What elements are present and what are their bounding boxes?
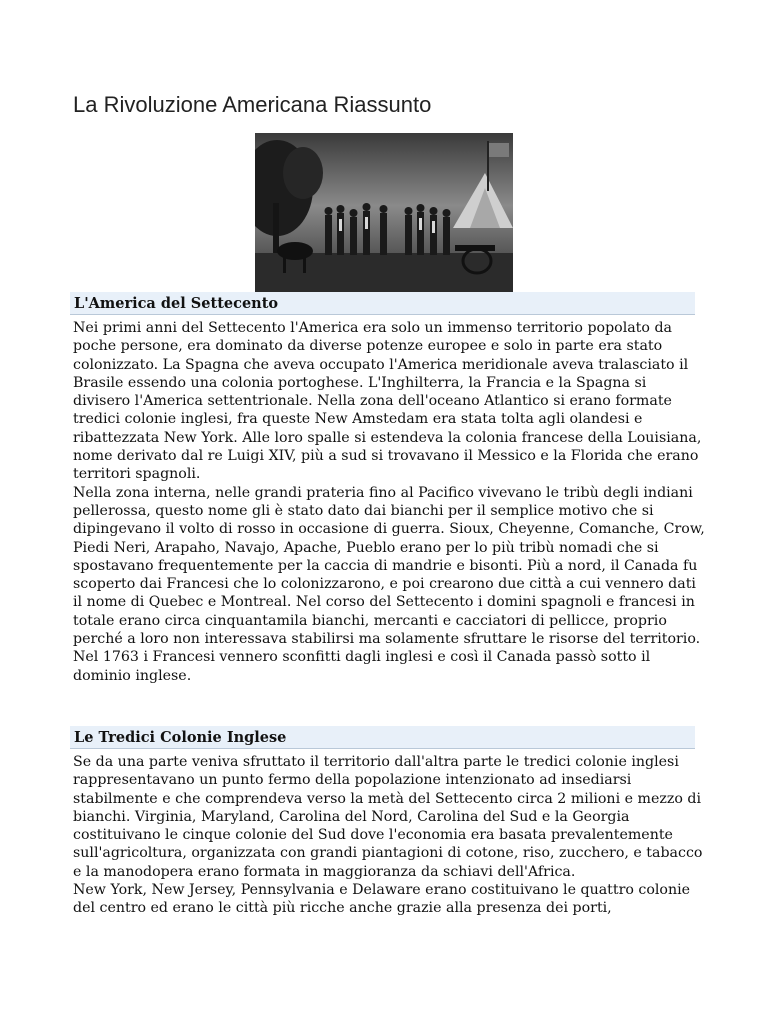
paragraph: New York, New Jersey, Pennsylvania e Delaware erano costituivano le quattro colonie del centro ed erano le città più ricche anche grazie alla presenza dei porti, (73, 882, 691, 917)
paragraph: Nei primi anni del Settecento l'America era solo un immenso territorio popolato da poche persone, era dominato da diverse potenze europee e solo in parte era stato colonizzato. La Spagna che aveva occupato l'America meridionale aveva tralasciato il Brasile essendo una colonia portoghese. L'Inghilterra, la Francia e la Spagna si divisero l'America settentrionale. Nella zona dell'oceano Atlantico si erano formate tredici colonie inglesi, fra queste New Amstedam era stata tolta agli olandesi e ribattezzata New York. Alle loro spalle si estendeva la colonia francese della Louisiana, nome derivato dal re Luigi XIV, più a sud si trovavano il Messico e la Florida che erano territori spagnoli. (73, 320, 702, 483)
section-body-tredici-colonie (73, 753, 705, 918)
paragraph: Nella zona interna, nelle grandi prateria fino al Pacifico vivevano le tribù degli indiani pellerossa, questo nome gli è stato dato dai bianchi per il semplice motivo che si dipingevano il volto di rosso in occasione di guerra. Sioux, Cheyenne, Comanche, Crow, Piedi Neri, Arapaho, Navajo, Apache, Pueblo erano per lo più tribù nomadi che si spostavano frequentemente per la caccia di mandrie e bisonti. Più a nord, il Canada fu scoperto dai Francesi che lo colonizzarono, e poi crearono due città a cui vennero dati il nome di Quebec e Montreal. Nel corso del Settecento i domini spagnoli e francesi in totale erano circa cinquantamila bianchi, mercanti e cacciatori di pellicce, proprio perché a loro non interessava stabilirsi ma solamente sfruttare le risorse del territorio. Nel 1763 i Francesi vennero sconfitti dagli inglesi e così il Canada passò sotto il dominio inglese. (73, 484, 705, 684)
page-title: La Rivoluzione Americana Riassunto (73, 92, 432, 117)
section-heading-america-settecento: L'America del Settecento (70, 292, 695, 315)
section-body-america-settecento (73, 319, 705, 685)
section-heading-tredici-colonie: Le Tredici Colonie Inglese (70, 726, 695, 749)
paragraph: Se da una parte veniva sfruttato il territorio dall'altra parte le tredici colonie inglesi rappresentavano un punto fermo della popolazione intenzionato ad insediarsi stabilmente e che comprendeva verso la metà del Settecento circa 2 milioni e mezzo di bianchi. Virginia, Maryland, Carolina del Nord, Carolina del Sud e la Georgia costituivano le cinque colonie del Sud dove l'economia era basata prevalentemente sull'agricoltura, organizzata con grandi piantagioni di cotone, riso, zucchero, e tabacco e la manodopera erano formata in maggioranza da schiavi dell'Africa. (73, 754, 703, 880)
painting-image (255, 133, 513, 295)
